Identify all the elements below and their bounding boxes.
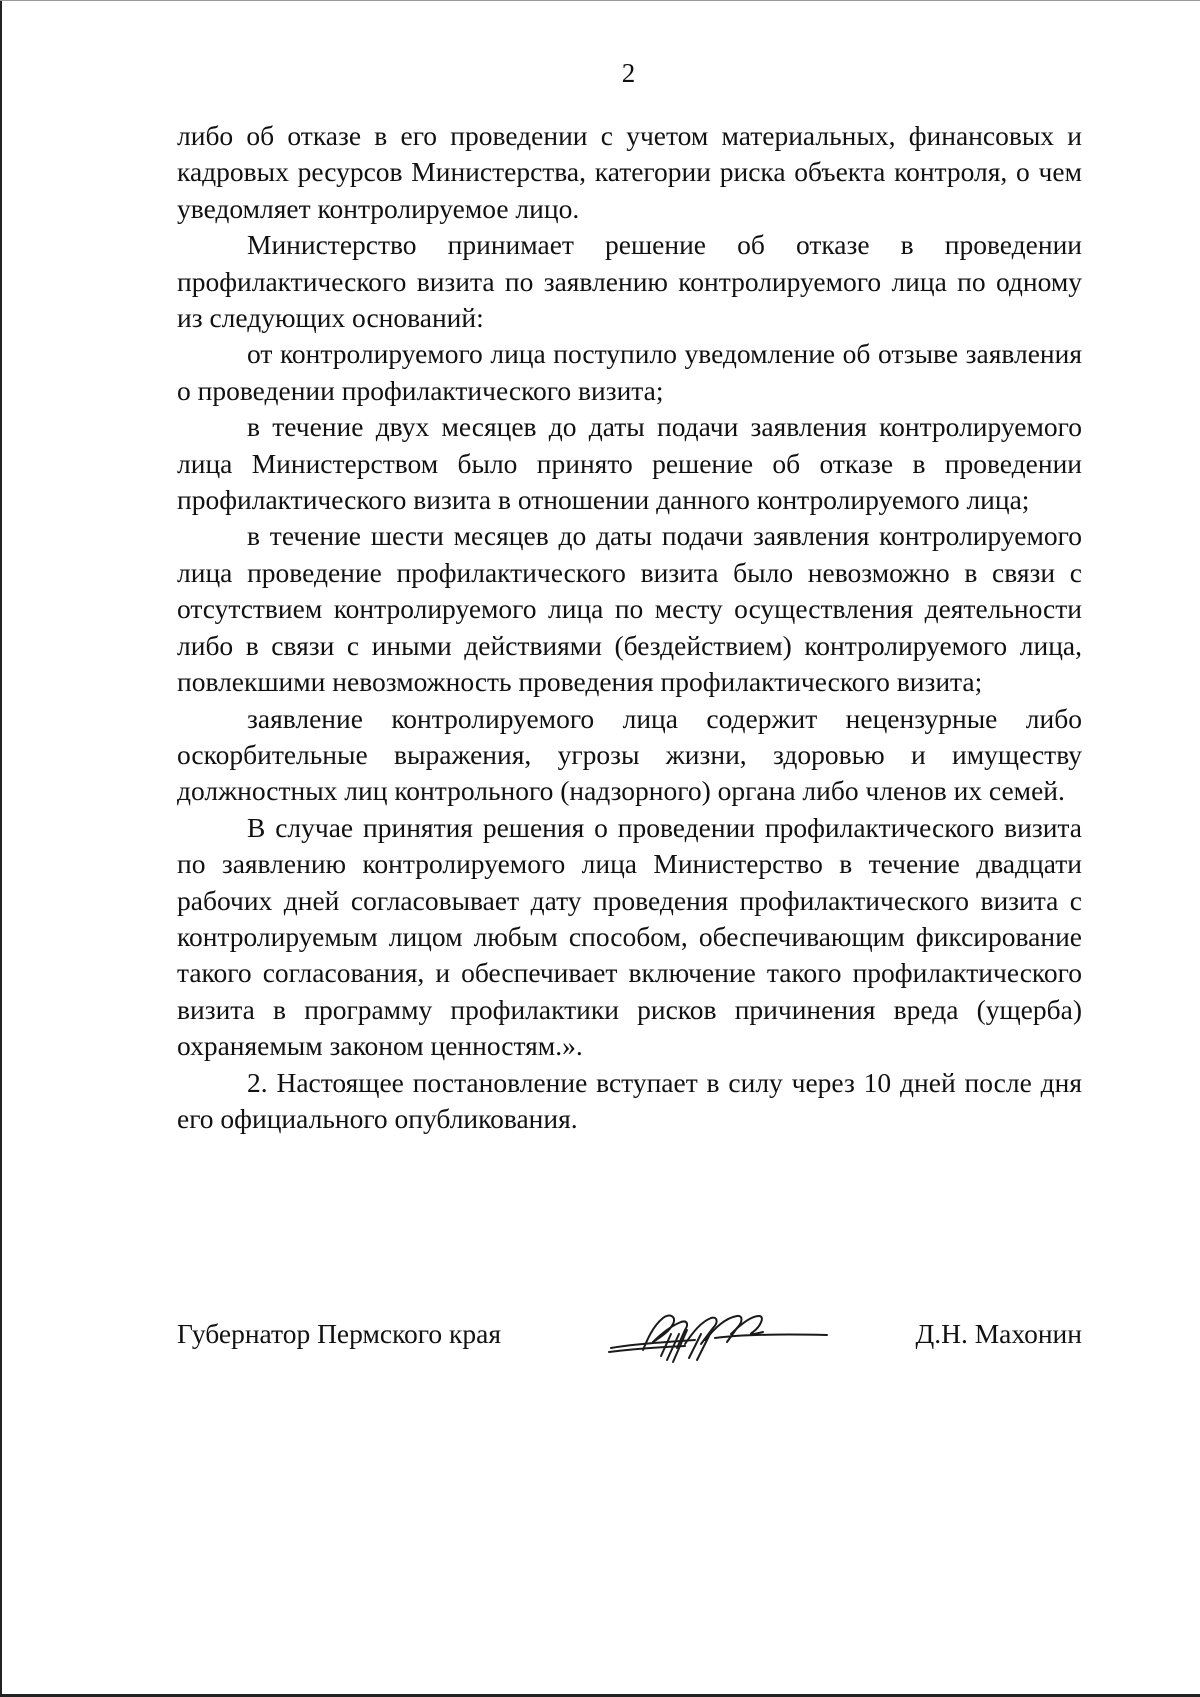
paragraph-ground-two-months: в течение двух месяцев до даты подачи заявления контролируемого лица Министерством было принято решение об отказе в проведении профилактического визита в отношении данного контролируемого лица; [177, 411, 1082, 516]
paragraph-ground-withdrawal: от контролируемого лица поступило уведомление об отзыве заявления о проведении профилактического визита; [177, 338, 1082, 406]
document-body [177, 118, 1082, 1137]
page-number: 2 [621, 58, 636, 88]
signature-block [177, 1312, 1082, 1372]
paragraph-continuation: либо об отказе в его проведении с учетом материальных, финансовых и кадровых ресурсов Министерства, категории риска объекта контроля, о чем уведомляет контролируемое лицо. [177, 120, 1082, 224]
handwritten-signature [605, 1304, 830, 1368]
signatory-position: Губернатор Пермского края [177, 1318, 501, 1349]
paragraph-ground-six-months: в течение шести месяцев до даты подачи заявления контролируемого лица проведение профилактического визита было невозможно в связи с отсутствием контролируемого лица по месту осуществления деятельности либо в связи с иными действиями (бездействием) контролируемого лица, повлекшими невозможность проведения профилактического визита; [177, 520, 1082, 698]
signatory-name: Д.Н. Махонин [915, 1318, 1082, 1349]
scan-edge-left [0, 0, 2, 1697]
paragraph-ground-offensive: заявление контролируемого лица содержит нецензурные либо оскорбительные выражения, угрозы жизни, здоровью и имуществу должностных лиц контрольного (надзорного) органа либо членов их семей. [177, 702, 1082, 807]
paragraph-refusal-intro: Министерство принимает решение об отказе в проведении профилактического визита по заявлению контролируемого лица по одному из следующих оснований: [177, 229, 1082, 334]
paragraph-effective-date: 2. Настоящее постановление вступает в силу через 10 дней после дня его официального опубликования. [177, 1066, 1082, 1134]
paragraph-scheduling: В случае принятия решения о проведении профилактического визита по заявлению контролируемого лица Министерство в течение двадцати рабочих дней согласовывает дату проведения профилактического визита с контролируемым лицом любым способом, обеспечивающим фиксирование такого согласования, и обеспечивает включение такого профилактического визита в программу профилактики рисков причинения вреда (ущерба) охраняемым законом ценностям.». [177, 811, 1082, 1062]
scan-edge-top [0, 0, 1200, 1]
